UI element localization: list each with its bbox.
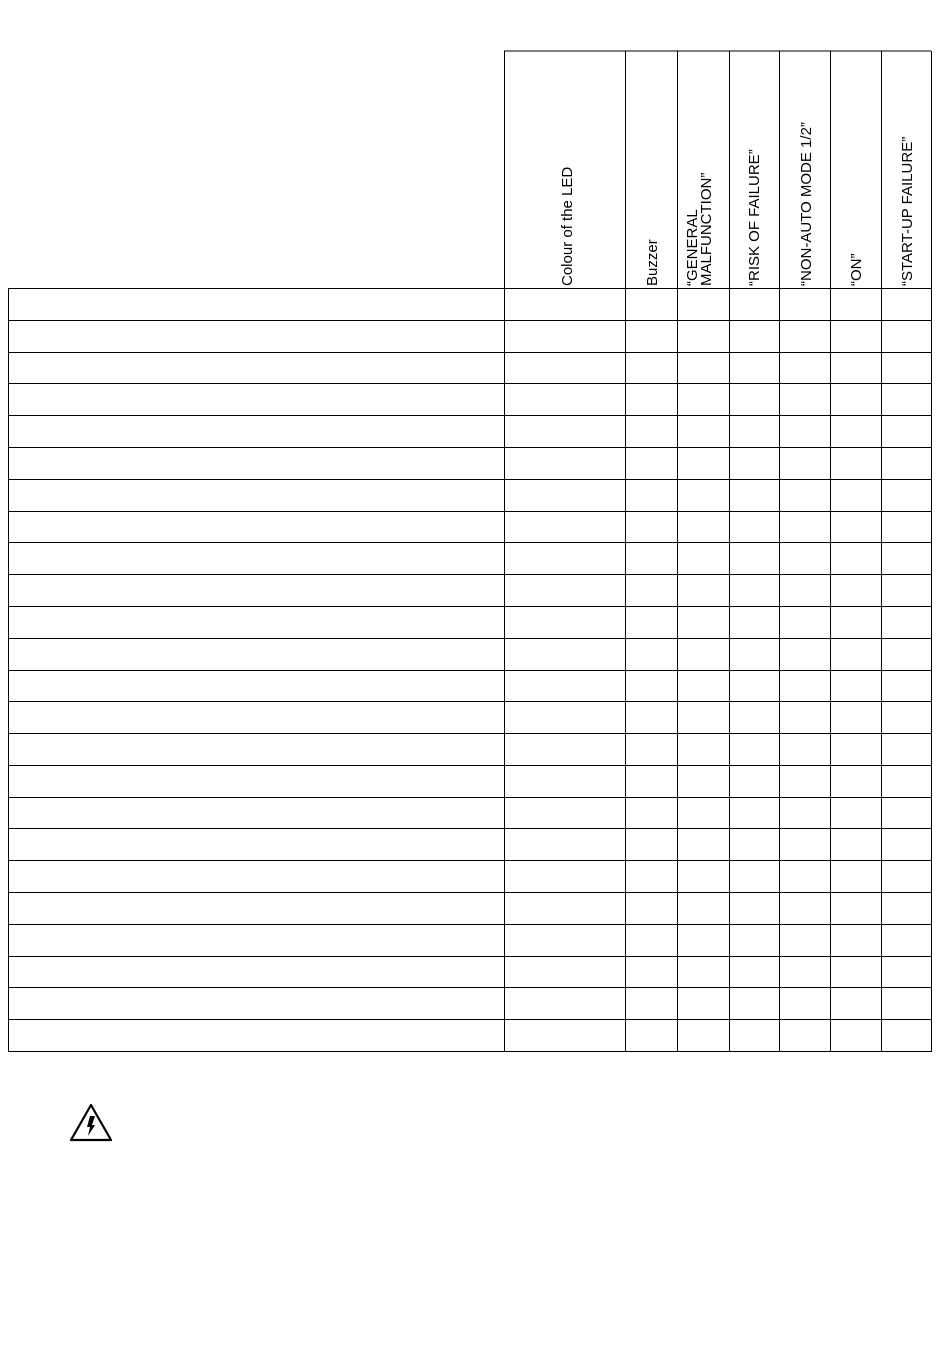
column-header-start-up-failure: “START-UP FAILURE” [899, 136, 916, 286]
column-header-led-colour: Colour of the LED [559, 166, 576, 286]
column-header-buzzer: Buzzer [644, 239, 661, 286]
column-header-general-malfunction-line2: MALFUNCTION” [698, 172, 715, 286]
column-header-general-malfunction-line1: “GENERAL [684, 209, 701, 286]
column-header-risk-of-failure: “RISK OF FAILURE” [746, 149, 763, 286]
electrical-hazard-icon [69, 1103, 113, 1142]
column-header-non-auto-mode: “NON-AUTO MODE 1/2” [798, 122, 815, 286]
column-header-on: “ON” [848, 253, 865, 286]
column-header-general-malfunction [686, 173, 714, 286]
